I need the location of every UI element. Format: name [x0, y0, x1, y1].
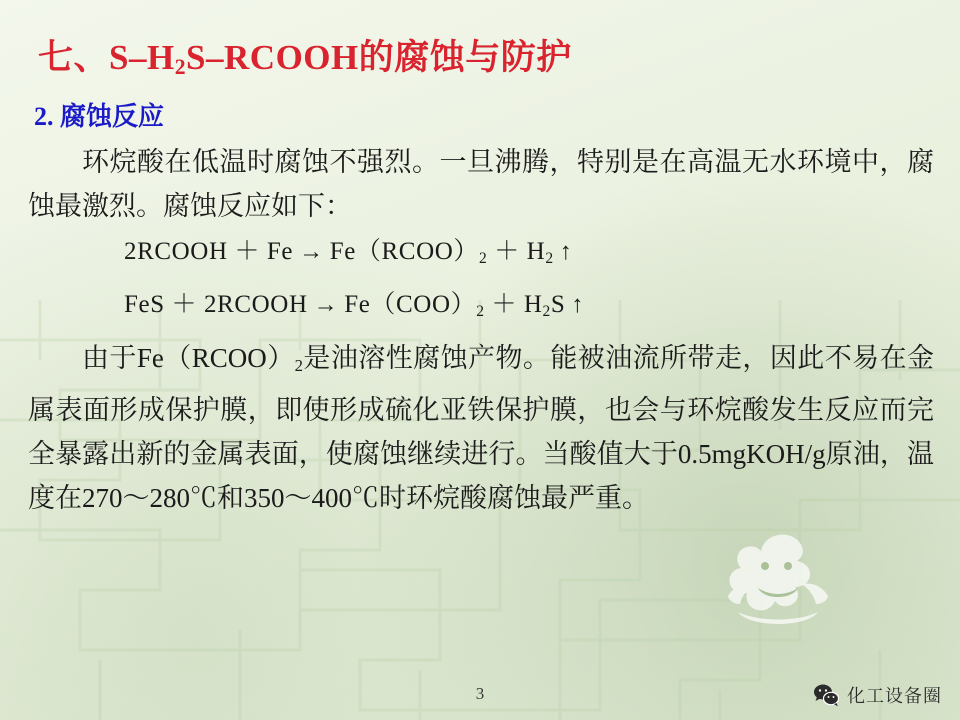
body-content: [28, 140, 934, 522]
dragon-logo-icon: [708, 526, 848, 646]
title-subscript: 2: [174, 54, 187, 79]
title-suffix: S–RCOOH的腐蚀与防护: [186, 38, 572, 77]
equation-1-right-b: ＋ H: [494, 238, 546, 265]
equation-2-right-b-sub: 2: [542, 302, 551, 320]
reaction-arrow-icon: →: [299, 239, 324, 265]
equation-1-right-sub: 2: [479, 249, 488, 267]
paragraph-2-part-a: 由于Fe（RCOO）: [82, 342, 295, 373]
reaction-arrow-icon: →: [313, 291, 339, 318]
paragraph-2-subscript: 2: [294, 355, 303, 375]
equation-2-right-c: S: [550, 290, 566, 318]
paragraph-1: 环烷酸在低温时腐蚀不强烈。一旦沸腾，特别是在高温无水环境中，腐蚀最激烈。腐蚀反应如下：: [28, 147, 934, 221]
equation-1-left: 2RCOOH ＋ Fe: [124, 238, 294, 265]
equation-1-right-a: Fe（RCOO）: [329, 238, 479, 265]
paragraph-2-part-b: 是油溶性腐蚀产物。能被油流所带走，因此不易在金属表面形成保护膜，即使形成硫化亚铁保护膜，也会与环烷酸发生反应而完全暴露出新的金属表面，使腐蚀继续进行。当酸值大于0.5mgKOH/g原油，温度在270～280℃和350～400℃时环烷酸腐蚀最严重。: [28, 342, 934, 513]
equation-2-right-a: Fe（COO）: [344, 290, 477, 318]
equation-2-right-sub: 2: [476, 302, 485, 320]
gas-up-arrow-icon: ↑: [559, 239, 573, 265]
gas-up-arrow-icon: ↑: [571, 291, 585, 318]
page-number: 3: [475, 684, 485, 703]
equation-1: [28, 230, 934, 281]
paragraph-2: [28, 336, 934, 520]
watermark: [813, 682, 942, 708]
title-prefix: 七、S–H: [38, 38, 175, 77]
equation-1-right-b-sub: 2: [545, 249, 554, 267]
equation-2-right-b: ＋ H: [491, 290, 543, 318]
wechat-icon: [813, 682, 839, 708]
equation-2: [28, 283, 934, 334]
page-title: [38, 30, 572, 80]
equation-2-left: FeS ＋ 2RCOOH: [124, 290, 308, 318]
section-subtitle: 2. 腐蚀反应: [34, 102, 165, 131]
watermark-label: 化工设备圈: [847, 686, 942, 706]
